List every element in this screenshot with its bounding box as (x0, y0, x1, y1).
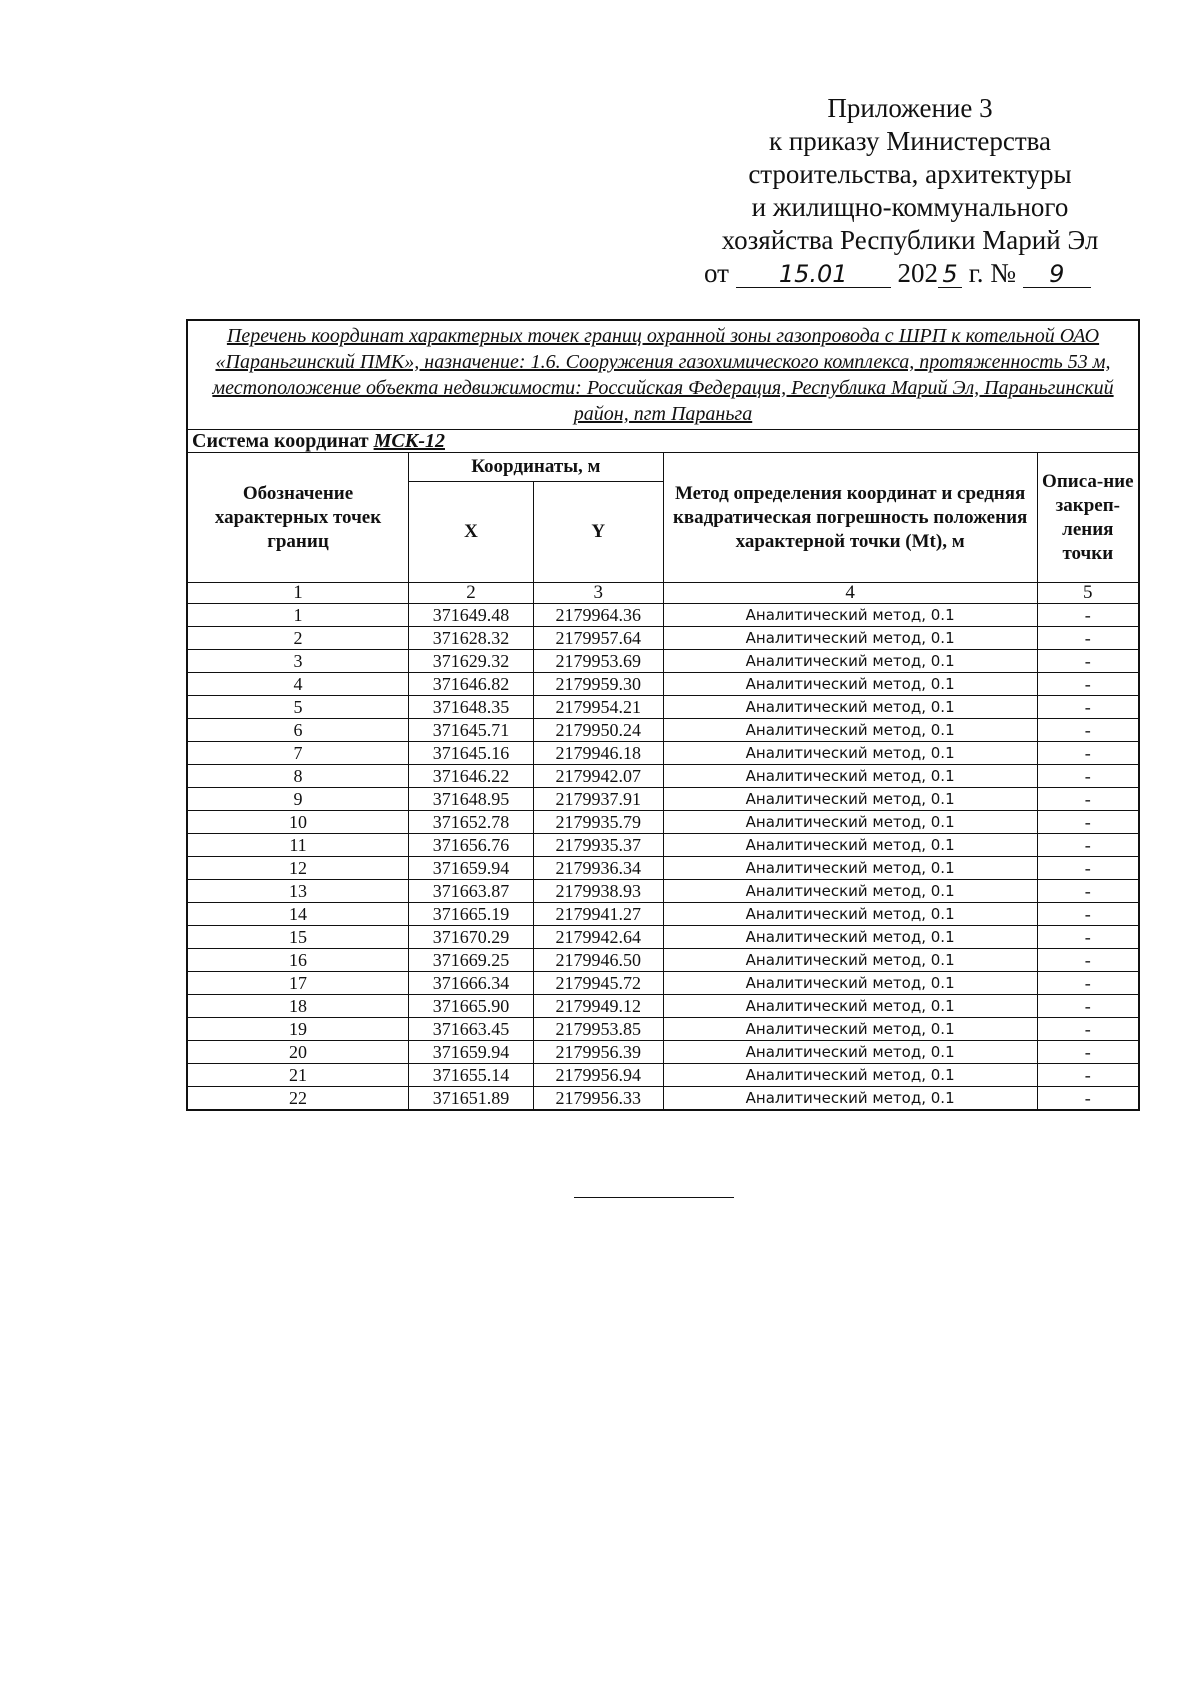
header-coordinates: Координаты, м (409, 453, 664, 482)
coord-y: 2179945.72 (533, 972, 663, 995)
coord-y: 2179935.37 (533, 834, 663, 857)
column-number: 2 (409, 583, 534, 604)
coord-x: 371665.90 (409, 995, 534, 1018)
coord-y: 2179938.93 (533, 880, 663, 903)
fixing-description: - (1037, 972, 1139, 995)
table-row (187, 1064, 1139, 1087)
fixing-description: - (1037, 949, 1139, 972)
table-body (187, 604, 1139, 1111)
fixing-description: - (1037, 834, 1139, 857)
coord-y: 2179950.24 (533, 719, 663, 742)
coord-x: 371663.87 (409, 880, 534, 903)
method: Аналитический метод, 0.1 (663, 857, 1037, 880)
order-date-blank (736, 260, 891, 288)
coord-x: 371629.32 (409, 650, 534, 673)
coord-x: 371649.48 (409, 604, 534, 627)
table-row (187, 719, 1139, 742)
method: Аналитический метод, 0.1 (663, 1018, 1037, 1041)
point-number: 6 (187, 719, 409, 742)
coord-x: 371665.19 (409, 903, 534, 926)
appendix-number: Приложение 3 (827, 93, 993, 123)
fixing-description: - (1037, 742, 1139, 765)
point-number: 13 (187, 880, 409, 903)
from-label: от (704, 258, 729, 288)
fixing-description: - (1037, 926, 1139, 949)
appendix-header (690, 92, 1130, 290)
table-row (187, 1018, 1139, 1041)
fixing-description: - (1037, 903, 1139, 926)
method: Аналитический метод, 0.1 (663, 742, 1037, 765)
fixing-description: - (1037, 604, 1139, 627)
method: Аналитический метод, 0.1 (663, 650, 1037, 673)
point-number: 7 (187, 742, 409, 765)
coord-y: 2179953.85 (533, 1018, 663, 1041)
table-row (187, 857, 1139, 880)
coord-y: 2179946.18 (533, 742, 663, 765)
table-row (187, 811, 1139, 834)
table-row (187, 650, 1139, 673)
table-row (187, 673, 1139, 696)
method: Аналитический метод, 0.1 (663, 1064, 1037, 1087)
point-number: 5 (187, 696, 409, 719)
year-prefix: 202 (897, 258, 938, 288)
point-number: 12 (187, 857, 409, 880)
method: Аналитический метод, 0.1 (663, 673, 1037, 696)
coord-x: 371645.16 (409, 742, 534, 765)
coord-x: 371669.25 (409, 949, 534, 972)
method: Аналитический метод, 0.1 (663, 880, 1037, 903)
method: Аналитический метод, 0.1 (663, 604, 1037, 627)
fixing-description: - (1037, 673, 1139, 696)
ministry-name-part1: строительства, архитектуры (748, 159, 1072, 189)
fixing-description: - (1037, 1087, 1139, 1111)
point-number: 17 (187, 972, 409, 995)
table-row (187, 880, 1139, 903)
year-digit-value: 5 (942, 260, 958, 288)
point-number: 8 (187, 765, 409, 788)
table-row (187, 949, 1139, 972)
coordinates-table (186, 319, 1140, 1111)
point-number: 14 (187, 903, 409, 926)
coord-x: 371648.35 (409, 696, 534, 719)
fixing-description: - (1037, 1064, 1139, 1087)
coord-y: 2179954.21 (533, 696, 663, 719)
coord-y: 2179956.94 (533, 1064, 663, 1087)
method: Аналитический метод, 0.1 (663, 926, 1037, 949)
order-date-line (690, 257, 1130, 290)
coordinate-system-value: МСК-12 (373, 430, 445, 452)
point-number: 20 (187, 1041, 409, 1064)
method: Аналитический метод, 0.1 (663, 972, 1037, 995)
method: Аналитический метод, 0.1 (663, 903, 1037, 926)
column-number: 4 (663, 583, 1037, 604)
fixing-description: - (1037, 880, 1139, 903)
ministry-name-part2: и жилищно-коммунального (751, 192, 1069, 222)
order-number-value: 9 (1049, 260, 1065, 288)
point-number: 18 (187, 995, 409, 1018)
coord-x: 371645.71 (409, 719, 534, 742)
header-description: Описа-ние закреп-ления точки (1037, 453, 1139, 583)
method: Аналитический метод, 0.1 (663, 1041, 1037, 1064)
coord-x: 371670.29 (409, 926, 534, 949)
table-row (187, 903, 1139, 926)
coord-y: 2179942.07 (533, 765, 663, 788)
header-y: Y (533, 482, 663, 583)
order-date-value: 15.01 (778, 260, 848, 288)
header-point: Обозначение характерных точек границ (187, 453, 409, 583)
coord-x: 371655.14 (409, 1064, 534, 1087)
method: Аналитический метод, 0.1 (663, 719, 1037, 742)
footer-divider (574, 1197, 734, 1198)
fixing-description: - (1037, 650, 1139, 673)
method: Аналитический метод, 0.1 (663, 995, 1037, 1018)
column-number: 5 (1037, 583, 1139, 604)
method: Аналитический метод, 0.1 (663, 696, 1037, 719)
year-digit-blank (938, 260, 962, 288)
order-reference: к приказу Министерства (768, 126, 1052, 156)
coord-y: 2179953.69 (533, 650, 663, 673)
header-x: X (409, 482, 534, 583)
coord-y: 2179942.64 (533, 926, 663, 949)
point-number: 10 (187, 811, 409, 834)
point-number: 11 (187, 834, 409, 857)
fixing-description: - (1037, 719, 1139, 742)
coord-x: 371659.94 (409, 1041, 534, 1064)
coord-x: 371663.45 (409, 1018, 534, 1041)
column-number: 3 (533, 583, 663, 604)
coord-y: 2179941.27 (533, 903, 663, 926)
coord-x: 371659.94 (409, 857, 534, 880)
table-row (187, 604, 1139, 627)
coord-x: 371666.34 (409, 972, 534, 995)
table-row (187, 627, 1139, 650)
point-number: 15 (187, 926, 409, 949)
coord-y: 2179959.30 (533, 673, 663, 696)
coord-y: 2179956.39 (533, 1041, 663, 1064)
fixing-description: - (1037, 1018, 1139, 1041)
year-suffix: г. № (968, 258, 1016, 288)
coord-y: 2179949.12 (533, 995, 663, 1018)
method: Аналитический метод, 0.1 (663, 765, 1037, 788)
point-number: 4 (187, 673, 409, 696)
coord-x: 371651.89 (409, 1087, 534, 1111)
coord-y: 2179937.91 (533, 788, 663, 811)
fixing-description: - (1037, 627, 1139, 650)
fixing-description: - (1037, 857, 1139, 880)
point-number: 16 (187, 949, 409, 972)
coordinate-system-label: Система координат (192, 430, 369, 452)
method: Аналитический метод, 0.1 (663, 1087, 1037, 1111)
table-row (187, 1087, 1139, 1111)
method: Аналитический метод, 0.1 (663, 627, 1037, 650)
fixing-description: - (1037, 811, 1139, 834)
order-number-blank (1023, 260, 1091, 288)
coord-y: 2179946.50 (533, 949, 663, 972)
point-number: 3 (187, 650, 409, 673)
ministry-name-part3: хозяйства Республики Марий Эл (721, 225, 1099, 255)
method: Аналитический метод, 0.1 (663, 949, 1037, 972)
fixing-description: - (1037, 696, 1139, 719)
coord-x: 371656.76 (409, 834, 534, 857)
method: Аналитический метод, 0.1 (663, 811, 1037, 834)
fixing-description: - (1037, 1041, 1139, 1064)
coord-x: 371646.22 (409, 765, 534, 788)
coord-y: 2179956.33 (533, 1087, 663, 1111)
table-row (187, 926, 1139, 949)
point-number: 2 (187, 627, 409, 650)
coord-x: 371652.78 (409, 811, 534, 834)
table-row (187, 1041, 1139, 1064)
coord-y: 2179957.64 (533, 627, 663, 650)
table-row (187, 765, 1139, 788)
coordinate-system (187, 430, 1139, 453)
table-row (187, 834, 1139, 857)
method: Аналитический метод, 0.1 (663, 834, 1037, 857)
fixing-description: - (1037, 788, 1139, 811)
point-number: 22 (187, 1087, 409, 1111)
column-numbers-row (187, 583, 1139, 604)
point-number: 9 (187, 788, 409, 811)
table-row (187, 788, 1139, 811)
coord-y: 2179936.34 (533, 857, 663, 880)
point-number: 1 (187, 604, 409, 627)
table-row (187, 696, 1139, 719)
table-row (187, 972, 1139, 995)
point-number: 19 (187, 1018, 409, 1041)
column-number: 1 (187, 583, 409, 604)
point-number: 21 (187, 1064, 409, 1087)
coord-y: 2179935.79 (533, 811, 663, 834)
header-method: Метод определения координат и средняя квадратическая погрешность положения характерной точки (Mt), м (663, 453, 1037, 583)
coord-x: 371646.82 (409, 673, 534, 696)
table-title: Перечень координат характерных точек границ охранной зоны газопровода с ШРП к котельной ОАО «Параньгинский ПМК», назначение: 1.6. Сооружения газохимического комплекса, протяженность 53 м, местоположение объекта недвижимости: Российская Федерация, Республика Марий Эл, Параньгинский район, пгт Параньга (187, 320, 1139, 430)
table-row (187, 995, 1139, 1018)
coord-y: 2179964.36 (533, 604, 663, 627)
coord-x: 371648.95 (409, 788, 534, 811)
coord-x: 371628.32 (409, 627, 534, 650)
fixing-description: - (1037, 765, 1139, 788)
fixing-description: - (1037, 995, 1139, 1018)
method: Аналитический метод, 0.1 (663, 788, 1037, 811)
table-row (187, 742, 1139, 765)
